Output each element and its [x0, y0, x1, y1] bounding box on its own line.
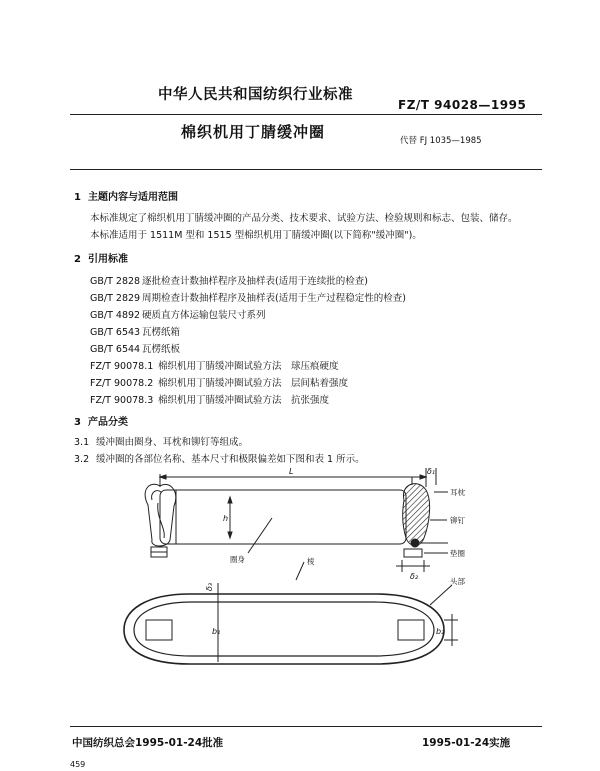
rivet: [411, 539, 419, 547]
section-1-paragraph-2: 本标准适用于 1511M 型和 1515 型棉织机用丁腈缓冲圈(以下简称"缓冲圈")。: [90, 230, 422, 241]
clause-number: 3.2: [74, 454, 90, 465]
footer-rule: [70, 726, 542, 727]
dim-label-delta1: δ₁: [427, 467, 436, 476]
left-ear-detail: [158, 503, 165, 538]
leader-line: [296, 562, 304, 580]
dim-label-b1: b₁: [212, 627, 221, 636]
dim-label-delta2: δ₂: [410, 572, 419, 581]
issue-approval: 中国纺织总会1995-01-24批准: [72, 737, 224, 749]
arrow-head: [228, 532, 232, 538]
leader-line: [430, 585, 452, 605]
reference-code: FZ/T 90078.1: [90, 361, 154, 372]
left-head-block: [146, 620, 172, 640]
issuer-title: 中华人民共和国纺织行业标准: [158, 87, 353, 103]
label-ear-pillow: 耳枕: [450, 488, 465, 497]
reference-title: 瓦楞纸箱: [142, 327, 181, 338]
label-ring-body: 圈身: [230, 555, 245, 564]
page-number: 459: [70, 760, 86, 769]
clause-text: 缓冲圈的各部位名称、基本尺寸和极限偏差如下图和表 1 所示。: [96, 454, 365, 465]
document-title: 棉织机用丁腈缓冲圈: [181, 123, 326, 141]
reference-code: GB/T 2829: [90, 293, 141, 304]
clause-text: 缓冲圈由圈身、耳枕和铆钉等组成。: [96, 437, 249, 448]
arrow-head: [160, 475, 166, 479]
label-rivet: 铆钉: [450, 516, 465, 525]
right-ear-pillow: [403, 484, 430, 546]
right-head-block: [398, 620, 424, 640]
standard-number: FZ/T 94028—1995: [398, 98, 527, 112]
dim-label-delta3: δ₃: [205, 582, 214, 591]
section-title: 产品分类: [88, 417, 128, 428]
section-number: 1: [74, 192, 81, 203]
reference-code: GB/T 6544: [90, 344, 141, 355]
ring-inner-outline: [134, 602, 434, 656]
section-number: 3: [74, 417, 81, 428]
label-head: 头部: [450, 577, 465, 586]
reference-title: 硬质直方体运输包装尺寸系列: [142, 310, 266, 321]
dim-label-b2: b₂: [436, 627, 445, 636]
section-title: 引用标准: [88, 254, 128, 265]
label-edge: 棱: [307, 557, 315, 566]
reference-code: GB/T 6543: [90, 327, 141, 338]
reference-code: GB/T 4892: [90, 310, 141, 321]
reference-code: GB/T 2828: [90, 276, 141, 287]
effective-date: 1995-01-24实施: [422, 737, 511, 749]
clause-number: 3.1: [74, 437, 90, 448]
reference-title: 逐批检查计数抽样程序及抽样表(适用于连续批的检查): [142, 276, 368, 287]
reference-title: 棉织机用丁腈缓冲圈试验方法 层间粘着强度: [158, 378, 349, 389]
ring-body-side: [160, 490, 406, 544]
reference-code: FZ/T 90078.2: [90, 378, 154, 389]
arrow-head: [228, 497, 232, 503]
dim-label-L: L: [289, 467, 294, 476]
reference-title: 棉织机用丁腈缓冲圈试验方法 抗张强度: [158, 395, 330, 406]
right-washer: [404, 549, 422, 557]
label-washer: 垫圈: [450, 549, 465, 558]
replaces-note: 代替 FJ 1035—1985: [400, 136, 482, 146]
reference-title: 瓦楞纸板: [142, 344, 181, 355]
arrow-head: [420, 475, 426, 479]
reference-code: FZ/T 90078.3: [90, 395, 154, 406]
section-1-paragraph-1: 本标准规定了棉织机用丁腈缓冲圈的产品分类、技术要求、试验方法、检验规则和标志、包装、储存。: [90, 213, 518, 224]
section-title: 主题内容与适用范围: [88, 192, 178, 203]
dim-label-h: h: [223, 514, 229, 523]
leader-line: [248, 518, 272, 553]
section-number: 2: [74, 254, 81, 265]
reference-title: 棉织机用丁腈缓冲圈试验方法 球压痕硬度: [158, 361, 339, 372]
reference-title: 周期检查计数抽样程序及抽样表(适用于生产过程稳定性的检查): [142, 293, 406, 304]
